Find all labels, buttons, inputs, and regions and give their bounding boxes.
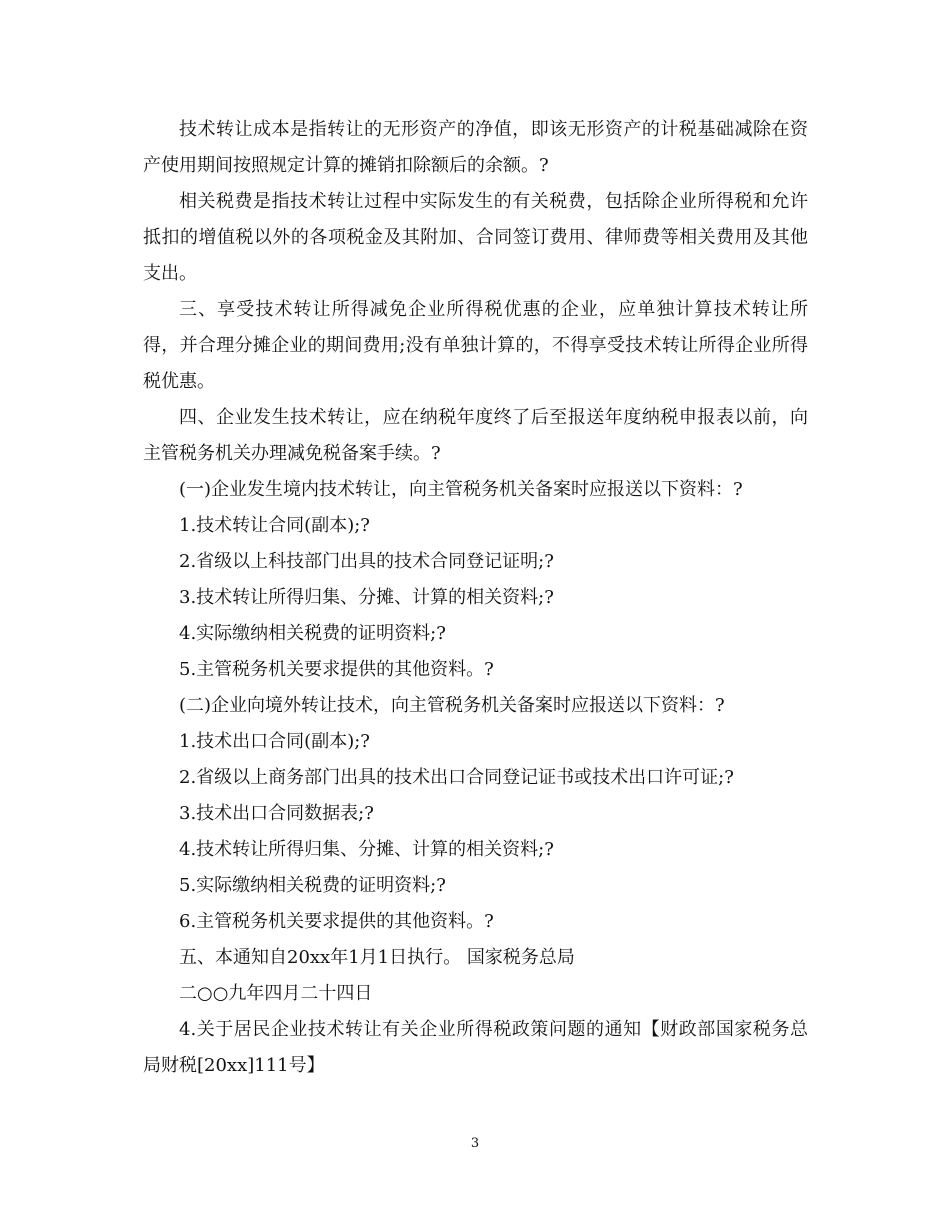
list-item-domestic-3: 3.技术转让所得归集、分摊、计算的相关资料;? [179,587,554,608]
paragraph-related-taxes: 相关税费是指技术转让过程中实际发生的有关税费，包括除企业所得税和允许抵扣的增值税以外的各项税金及其附加、合同签订费用、律师费等相关费用及其他支出。 [143,191,808,284]
paragraph-domestic-transfer-heading: (一)企业发生境内技术转让，向主管税务机关备案时应报送以下资料：? [179,479,743,500]
document-body [143,112,808,1084]
list-item-domestic-5: 5.主管税务机关要求提供的其他资料。? [179,659,494,680]
page-number: 3 [470,1136,480,1151]
paragraph-date: 二○○九年四月二十四日 [179,983,373,1004]
list-item-foreign-1: 1.技术出口合同(副本);? [179,731,370,752]
paragraph-section-three: 三、享受技术转让所得减免企业所得税优惠的企业，应单独计算技术转让所得，并合理分摊企业的期间费用;没有单独计算的，不得享受技术转让所得企业所得税优惠。 [143,299,808,392]
list-item-foreign-3: 3.技术出口合同数据表;? [179,803,374,824]
paragraph-transfer-cost: 技术转让成本是指转让的无形资产的净值，即该无形资产的计税基础减除在资产使用期间按照规定计算的摊销扣除额后的余额。? [143,119,808,176]
list-item-domestic-4: 4.实际缴纳相关税费的证明资料;? [179,623,446,644]
paragraph-section-four: 四、企业发生技术转让，应在纳税年度终了后至报送年度纳税申报表以前，向主管税务机关办理减免税备案手续。? [143,407,808,464]
list-item-foreign-5: 5.实际缴纳相关税费的证明资料;? [179,875,446,896]
list-item-domestic-2: 2.省级以上科技部门出具的技术合同登记证明;? [179,551,554,572]
list-item-foreign-6: 6.主管税务机关要求提供的其他资料。? [179,911,494,932]
list-item-foreign-2: 2.省级以上商务部门出具的技术出口合同登记证书或技术出口许可证;? [179,767,734,788]
list-item-foreign-4: 4.技术转让所得归集、分摊、计算的相关资料;? [179,839,554,860]
paragraph-foreign-transfer-heading: (二)企业向境外转让技术，向主管税务机关备案时应报送以下资料：? [179,695,725,716]
list-item-domestic-1: 1.技术转让合同(副本);? [179,515,370,536]
paragraph-section-five: 五、本通知自20xx年1月1日执行。 国家税务总局 [179,947,575,968]
paragraph-notice-title: 4.关于居民企业技术转让有关企业所得税政策问题的通知【财政部国家税务总局财税[20xx]111号】 [143,1019,808,1076]
